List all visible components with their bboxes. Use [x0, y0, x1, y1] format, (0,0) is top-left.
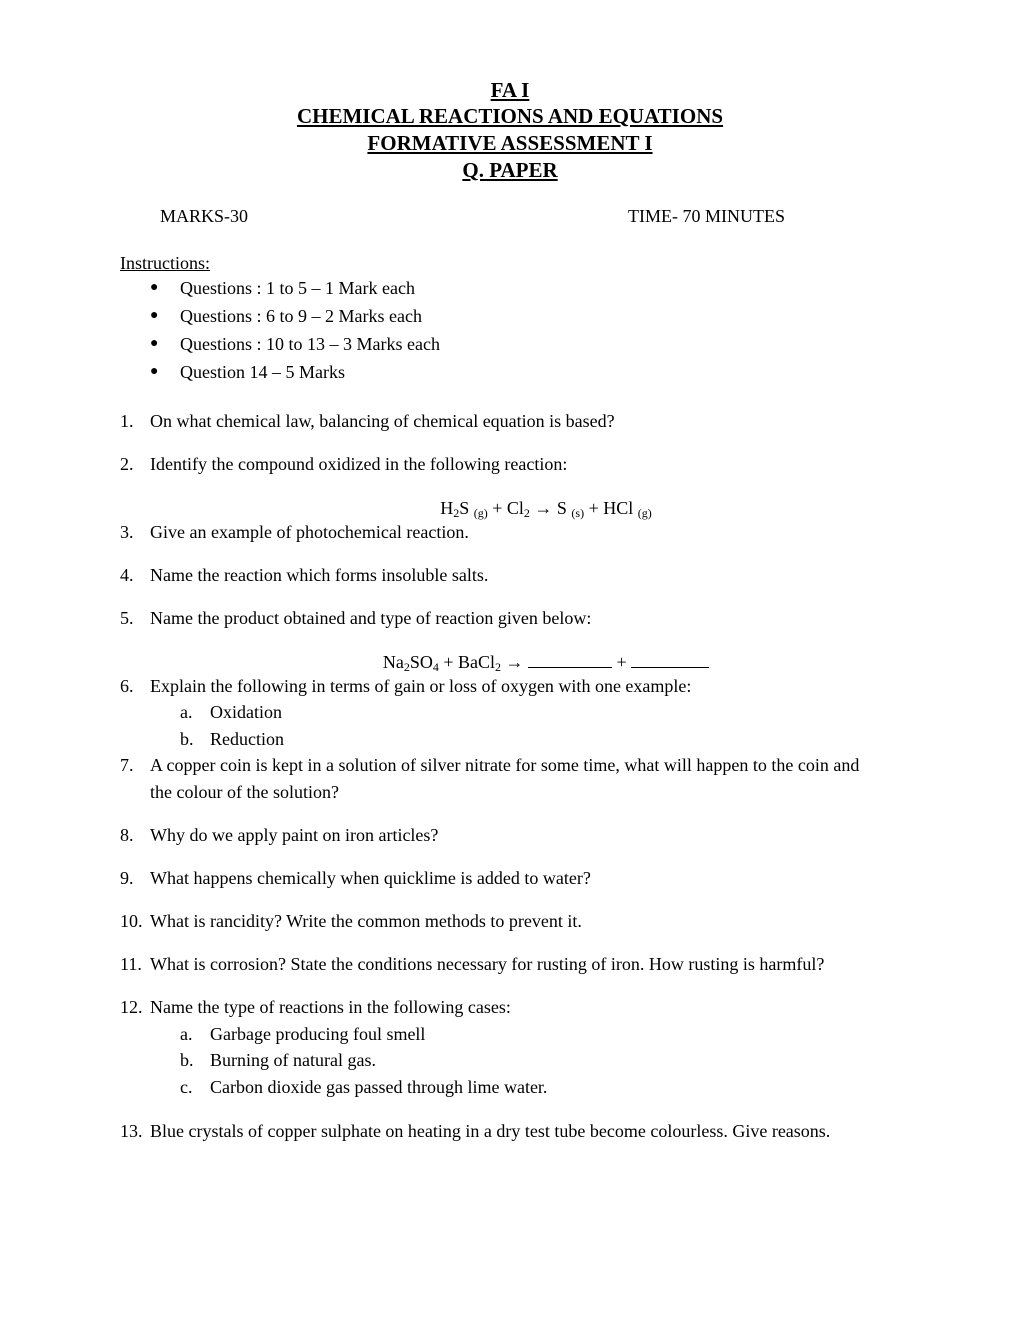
sub-item-text: Reduction: [210, 729, 284, 749]
bullet-icon: ●: [150, 308, 159, 323]
sub-item-label: a.: [180, 1024, 193, 1044]
question-text: What is rancidity? Write the common methods to prevent it.: [150, 911, 582, 931]
bullet-icon: ●: [150, 364, 159, 379]
arrow-icon: →: [505, 652, 524, 672]
question-text: Explain the following in terms of gain or loss of oxygen with one example:: [150, 676, 692, 696]
sub-item-text: Garbage producing foul smell: [210, 1024, 426, 1044]
question-number: 12.: [120, 997, 143, 1017]
question-text: On what chemical law, balancing of chemical equation is based?: [150, 411, 615, 431]
question-number: 4.: [120, 565, 134, 585]
question-number: 2.: [120, 454, 134, 474]
sub-item-label: a.: [180, 702, 193, 722]
question-text: Blue crystals of copper sulphate on heating in a dry test tube become colourless. Give reasons.: [150, 1121, 831, 1141]
title-qpaper: Q. PAPER: [462, 158, 558, 182]
question-text: Name the product obtained and type of reaction given below:: [150, 608, 592, 628]
title-chapter: CHEMICAL REACTIONS AND EQUATIONS: [296, 104, 724, 128]
title-fa: FA I: [490, 78, 530, 102]
title-assessment: FORMATIVE ASSESSMENT I: [367, 131, 653, 155]
question-number: 11.: [120, 954, 142, 974]
instruction-item: Questions : 10 to 13 – 3 Marks each: [180, 334, 440, 354]
bullet-icon: ●: [150, 280, 159, 295]
sub-item-label: c.: [180, 1077, 193, 1097]
instructions-heading: Instructions:: [120, 253, 210, 273]
marks-label: MARKS-30: [160, 206, 249, 226]
equation-oxidation: $H_2S$ $_{(g)} + Cl_2 \to S$ $_{(s)}$ + HCl $_{(g)}$: [440, 498, 652, 520]
answer-blank: [528, 653, 612, 668]
instruction-item: Question 14 – 5 Marks: [180, 362, 345, 382]
question-number: 5.: [120, 608, 134, 628]
sub-item-label: b.: [180, 1050, 194, 1070]
question-number: 13.: [120, 1121, 143, 1141]
question-text: Name the reaction which forms insoluble salts.: [150, 565, 489, 585]
question-text: Give an example of photochemical reaction.: [150, 522, 469, 542]
question-number: 10.: [120, 911, 143, 931]
question-number: 7.: [120, 755, 134, 775]
question-text: Name the type of reactions in the following cases:: [150, 997, 511, 1017]
question-text: Identify the compound oxidized in the following reaction:: [150, 454, 568, 474]
equation-precipitation: $Na_2SO_4$ + BaCl$_2$ → +: [36, 652, 1020, 675]
question-text: A copper coin is kept in a solution of silver nitrate for some time, what will happen to the coin and: [150, 755, 860, 775]
sub-item-text: Burning of natural gas.: [210, 1050, 376, 1070]
question-number: 8.: [120, 825, 134, 845]
question-number: 3.: [120, 522, 134, 542]
question-text-continued: the colour of the solution?: [150, 782, 339, 802]
question-text: What happens chemically when quicklime is added to water?: [150, 868, 591, 888]
instruction-item: Questions : 1 to 5 – 1 Mark each: [180, 278, 415, 298]
sub-item-label: b.: [180, 729, 194, 749]
arrow-icon: →: [534, 498, 553, 518]
question-number: 1.: [120, 411, 134, 431]
question-number: 6.: [120, 676, 134, 696]
sub-item-text: Oxidation: [210, 702, 282, 722]
sub-item-text: Carbon dioxide gas passed through lime water.: [210, 1077, 548, 1097]
question-text: Why do we apply paint on iron articles?: [150, 825, 439, 845]
instruction-item: Questions : 6 to 9 – 2 Marks each: [180, 306, 422, 326]
answer-blank: [631, 653, 709, 668]
time-label: TIME- 70 MINUTES: [628, 206, 785, 226]
bullet-icon: ●: [150, 336, 159, 351]
question-text: What is corrosion? State the conditions necessary for rusting of iron. How rusting is harmful?: [150, 954, 825, 974]
question-number: 9.: [120, 868, 134, 888]
